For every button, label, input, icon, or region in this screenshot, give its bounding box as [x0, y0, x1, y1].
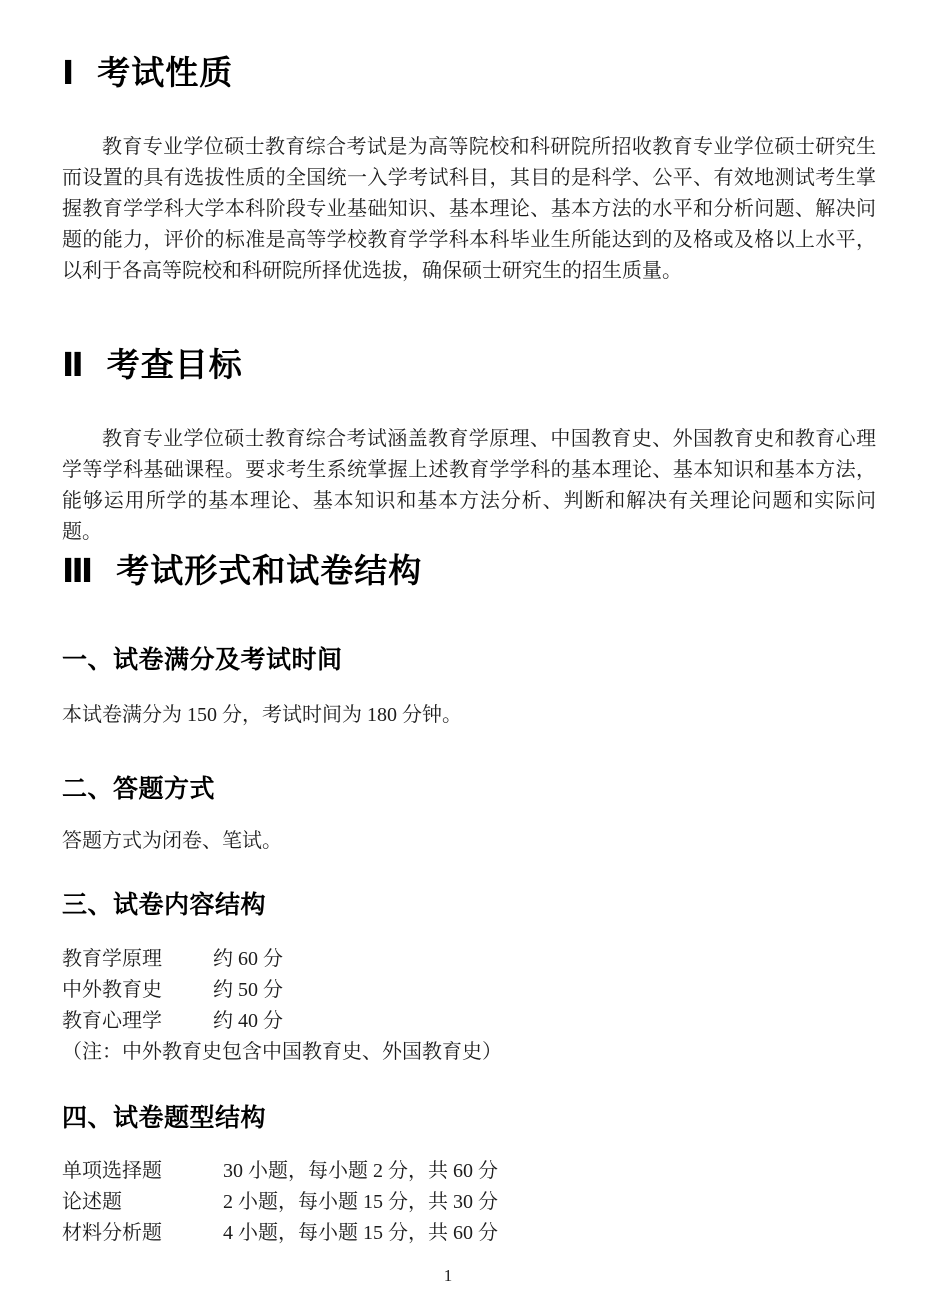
table-row [62, 975, 876, 1006]
section-2-heading [62, 344, 876, 386]
table-row [62, 1156, 876, 1187]
subject-score: 约 40 分 [213, 1010, 283, 1032]
table-row [62, 944, 876, 975]
section-1-title: 考试性质 [97, 54, 234, 91]
section-2-paragraph: 教育专业学位硕士教育综合考试涵盖教育学原理、中国教育史、外国教育史和教育心理学等学科基础课程。要求考生系统掌握上述教育学学科的基本理论、基本知识和基本方法，能够运用所学的基本理论、基本知识和基本方法分析、判断和解决有关理论问题和实际问题。 [62, 428, 876, 543]
section-3-title: 考试形式和试卷结构 [116, 552, 423, 589]
question-type-detail: 2 小题，每小题 15 分，共 30 分 [223, 1191, 498, 1213]
question-type-detail: 30 小题，每小题 2 分，共 60 分 [223, 1160, 498, 1182]
question-type-label: 论述题 [62, 1191, 122, 1213]
subsection-1-heading: 一、试卷满分及考试时间 [62, 646, 343, 674]
section-1-heading [62, 52, 876, 94]
subsection-4-heading: 四、试卷题型结构 [62, 1104, 267, 1132]
content-structure-note: （注：中外教育史包含中国教育史、外国教育史） [62, 1041, 502, 1063]
question-type-label: 单项选择题 [62, 1160, 162, 1182]
subsection-3-heading: 三、试卷内容结构 [62, 891, 267, 919]
subject-label: 教育学原理 [62, 948, 162, 970]
subsection-1-body: 本试卷满分为 150 分，考试时间为 180 分钟。 [62, 704, 462, 726]
subject-label: 教育心理学 [62, 1010, 162, 1032]
section-3-heading [62, 550, 876, 592]
section-2-numeral: Ⅱ [62, 346, 85, 383]
subject-score: 约 60 分 [213, 948, 283, 970]
subject-score: 约 50 分 [213, 979, 283, 1001]
subsection-2-heading: 二、答题方式 [62, 775, 216, 803]
question-type-detail: 4 小题，每小题 15 分，共 60 分 [223, 1222, 498, 1244]
question-type-label: 材料分析题 [62, 1222, 162, 1244]
section-1-paragraph: 教育专业学位硕士教育综合考试是为高等院校和科研院所招收教育专业学位硕士研究生而设置的具有选拔性质的全国统一入学考试科目，其目的是科学、公平、有效地测试考生掌握教育学学科大学本科阶段专业基础知识、基本理论、基本方法的水平和分析问题、解决问题的能力，评价的标准是高等学校教育学学科本科毕业生所能达到的及格或及格以上水平，以利于各高等院校和科研院所择优选拔，确保硕士研究生的招生质量。 [62, 136, 876, 282]
content-structure-table [62, 944, 876, 1068]
section-1-numeral: Ⅰ [62, 54, 76, 91]
table-row [62, 1218, 876, 1249]
subject-label: 中外教育史 [62, 979, 162, 1001]
section-2-title: 考查目标 [106, 346, 243, 383]
question-type-table [62, 1156, 876, 1249]
subsection-2-body: 答题方式为闭卷、笔试。 [62, 830, 282, 852]
table-row [62, 1187, 876, 1218]
table-row [62, 1006, 876, 1037]
page-number: 1 [443, 1266, 453, 1285]
section-3-numeral: Ⅲ [62, 552, 95, 589]
